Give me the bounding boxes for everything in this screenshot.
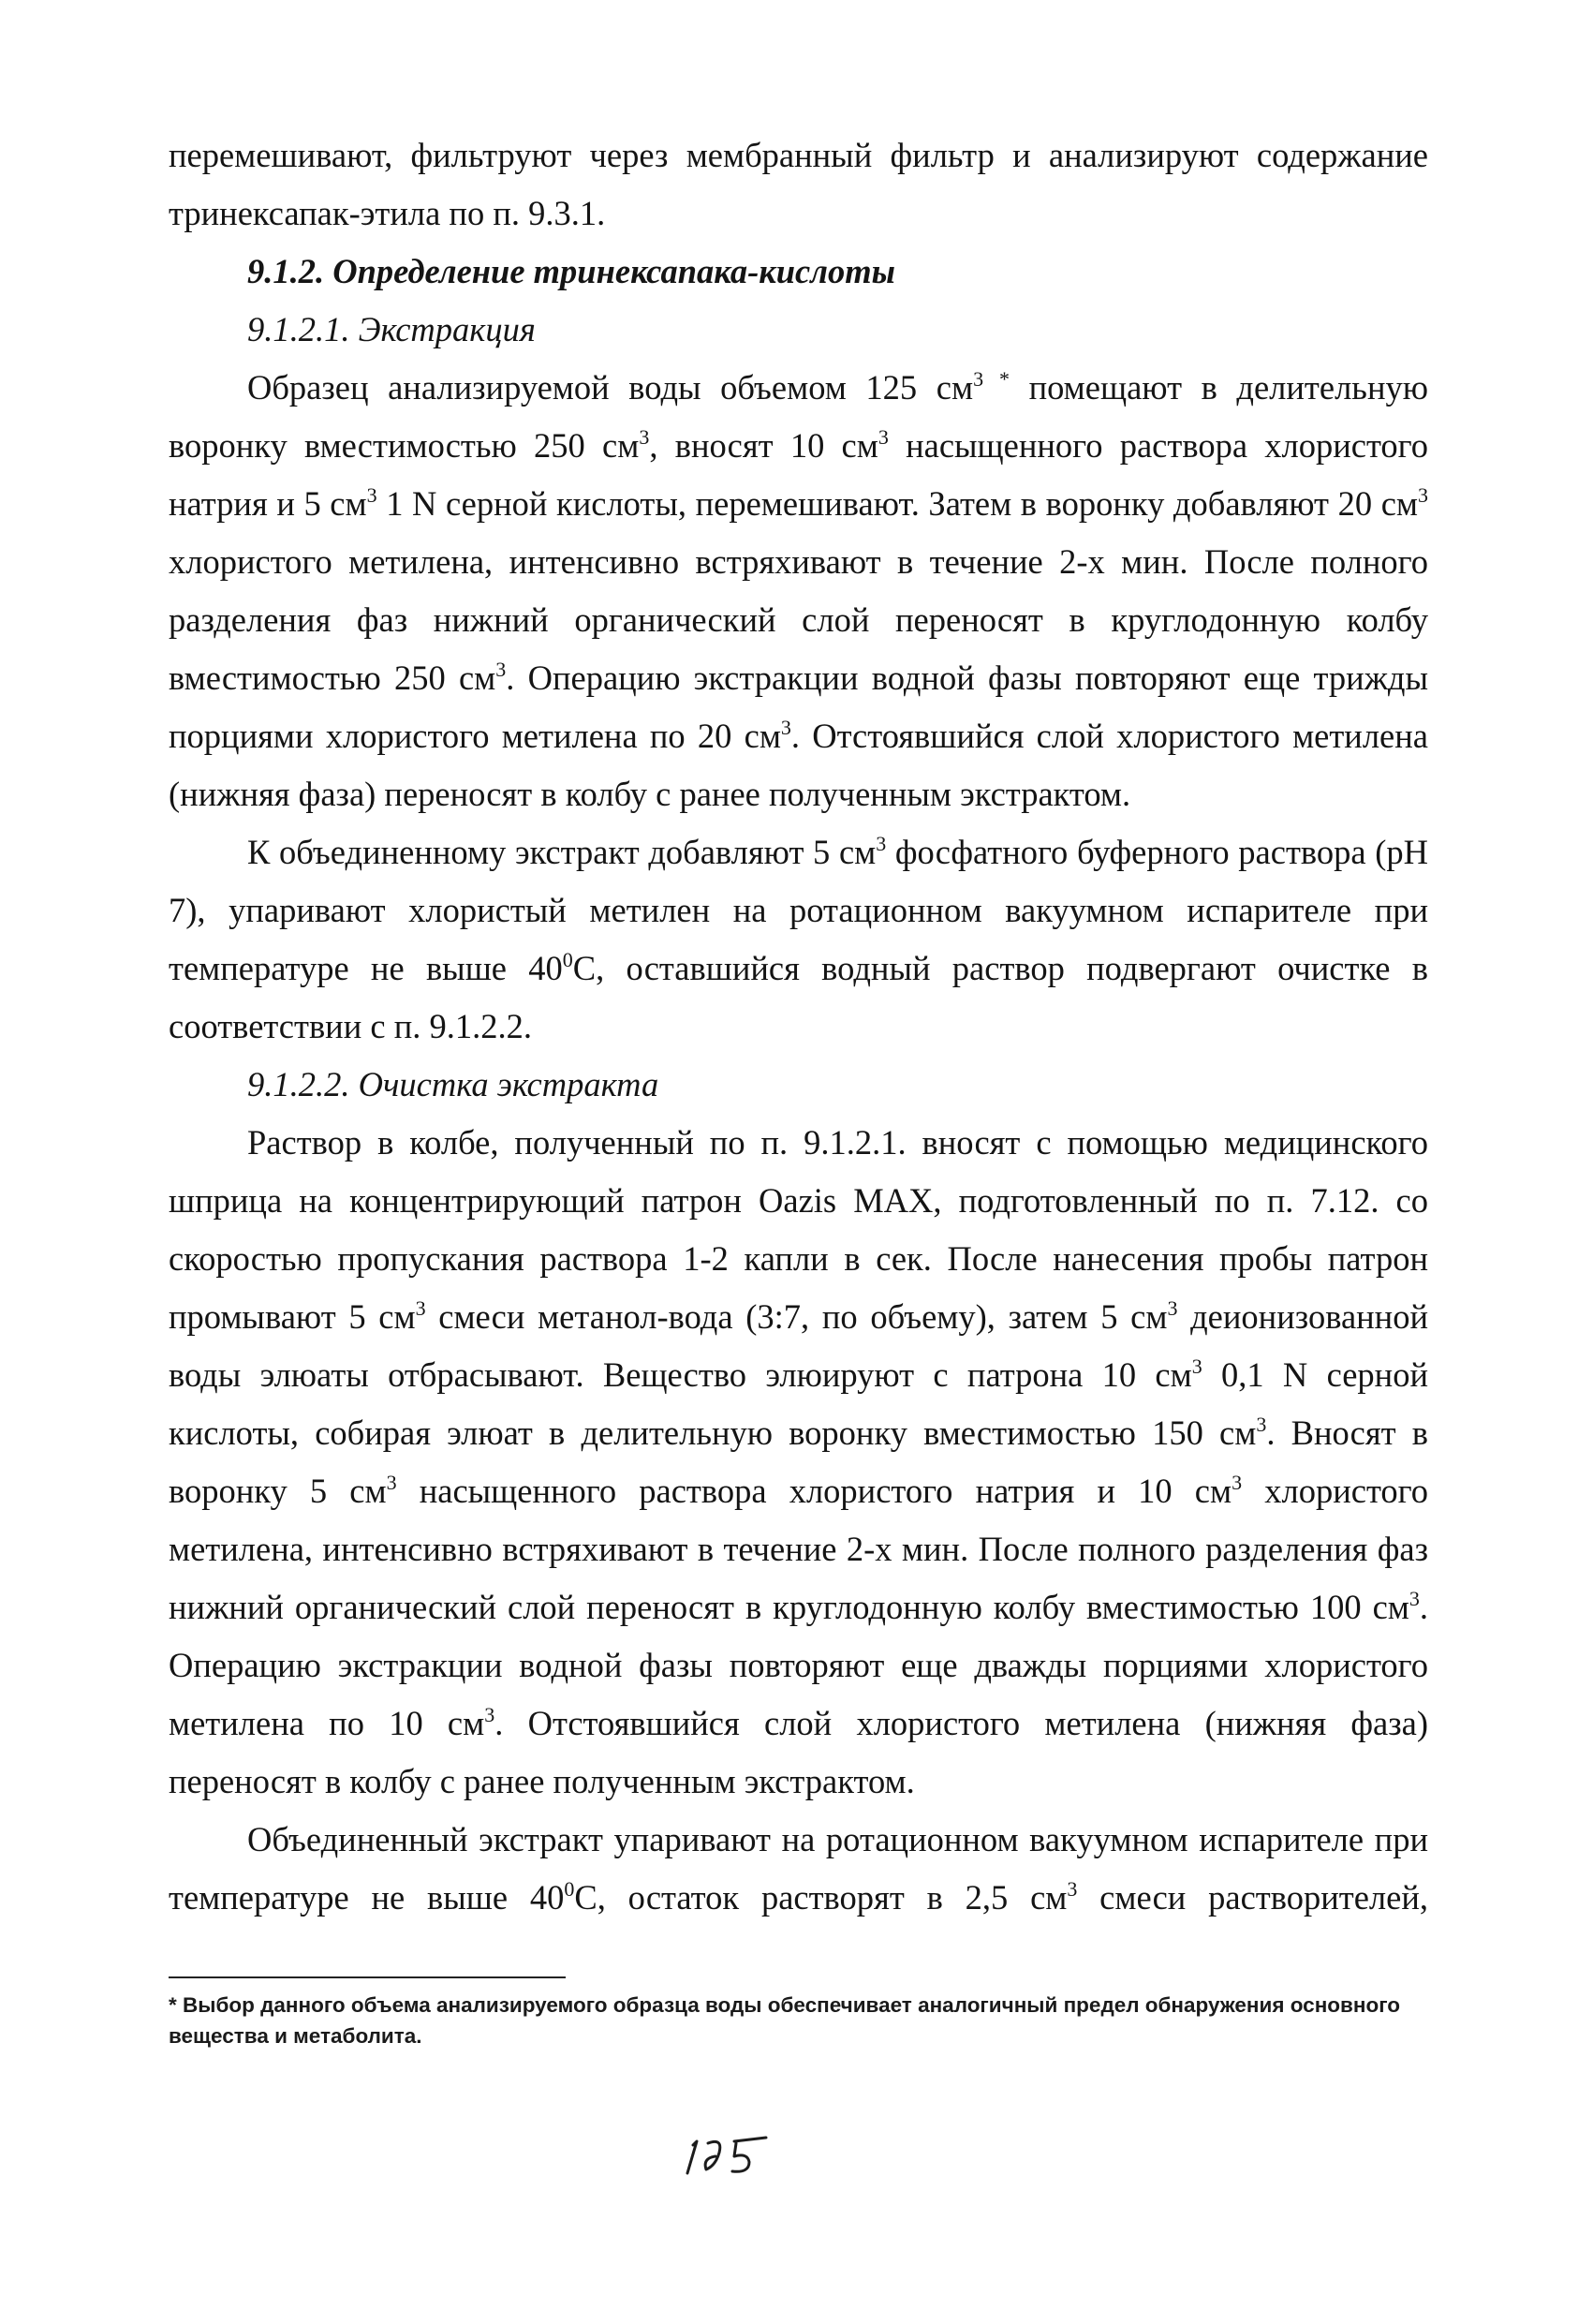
superscript: 3 [876, 832, 887, 855]
text-run: С, остаток растворят в 2,5 см [574, 1878, 1068, 1917]
superscript: 3 [366, 483, 377, 507]
text-run: . Отстоявшийся слой хлористого метилена (нижняя фаза) переносят в колбу с ранее полученным экстрактом. [169, 1704, 1428, 1800]
text-run: смеси метанол-вода (3:7, по объему), затем 5 см [425, 1297, 1168, 1336]
handwritten-page-number [674, 2124, 787, 2181]
paragraph-buffer [169, 823, 1428, 1056]
superscript: 3 [878, 425, 889, 449]
subsection-heading-9-1-2-1: 9.1.2.1. Экстракция [247, 310, 536, 348]
text-run: . Отстоявшийся слой хлористого метилена (нижняя фаза) переносят в колбу с ранее полученным экстрактом. [169, 717, 1428, 813]
text-run: , вносят 10 см [649, 426, 878, 465]
text-run: смеси растворителей, [1077, 1878, 1428, 1917]
text-run: 1 N серной кислоты, перемешивают. Затем в воронку добавляют 20 см [376, 484, 1418, 523]
paragraph-cleanup [169, 1114, 1428, 1811]
intro-text-1: перемешивают, фильтруют через мембранный фильтр и анализируют содержание [169, 136, 1428, 174]
paragraph-extraction [169, 359, 1428, 823]
superscript: 3 [1167, 1296, 1178, 1320]
intro-line-2 [169, 185, 1428, 243]
text-run: . Вносят в воронку 5 см [169, 1414, 1428, 1510]
superscript: 3 [484, 1703, 495, 1726]
text-run: насыщенного раствора хлористого натрия и 5 см [169, 426, 1428, 523]
text-run: помещают в делительную воронку вместимостью 250 см [169, 368, 1428, 465]
superscript: 3 [639, 425, 650, 449]
superscript: 3 [1067, 1877, 1078, 1901]
superscript-degree: 0 [562, 948, 573, 971]
text-run: деионизованной воды элюаты отбрасывают. Вещество элюируют с патрона 10 см [169, 1297, 1428, 1394]
superscript: 3 [780, 716, 791, 739]
superscript: 3 [495, 658, 507, 681]
superscript: 3 [1418, 483, 1428, 507]
superscript-degree: 0 [564, 1877, 575, 1901]
paragraph-evaporation [169, 1811, 1428, 1927]
text-run: Образец анализируемой воды объемом 125 см [247, 368, 974, 407]
section-heading-9-1-2: 9.1.2. Определение тринексапака-кислоты [247, 252, 895, 290]
text-run: 0,1 N серной кислоты, собирая элюат в делительную воронку вместимостью 150 см [169, 1355, 1428, 1452]
superscript: 3 [1232, 1471, 1243, 1494]
text-run: С, оставшийся водный раствор подвергают очистке в соответствии с п. 9.1.2.2. [169, 949, 1428, 1045]
text-run: насыщенного раствора хлористого натрия и 10 см [396, 1472, 1232, 1510]
text-run: . Операцию экстракции водной фазы повторяют еще дважды порциями хлористого метилена по 10 см [169, 1588, 1428, 1742]
subsection-heading-9-1-2-2: 9.1.2.2. Очистка экстракта [247, 1065, 659, 1103]
text-run: фосфатного буферного раствора (рН 7), упаривают хлористый метилен на ротационном вакуумном испарителе при температуре не выше 40 [169, 833, 1428, 987]
superscript: 3 [1409, 1587, 1420, 1610]
superscript: 3 [1191, 1354, 1202, 1378]
footnote-separator [169, 1976, 566, 1978]
superscript: 3 [415, 1296, 426, 1320]
superscript: 3 [1256, 1413, 1267, 1436]
text-run: хлористого метилена, интенсивно встряхивают в течение 2-х мин. После полного разделения фаз нижний органический слой переносят в круглодонную колбу вместимостью 250 см [169, 542, 1428, 697]
page-body [169, 126, 1428, 1927]
superscript: 3 [386, 1471, 397, 1494]
text-run: хлористого метилена, интенсивно встряхивают в течение 2-х мин. После полного разделения фаз нижний органический слой переносят в круглодонную колбу вместимостью 100 см [169, 1472, 1428, 1626]
text-run: Объединенный экстракт упаривают на ротационном вакуумном испарителе при температуре не выше 40 [169, 1820, 1428, 1917]
text-run: К объединенному экстракт добавляют 5 см [247, 833, 877, 871]
superscript-footnote-mark: 3 * [973, 367, 1010, 391]
footnote: * Выбор данного объема анализируемого образца воды обеспечивает аналогичный предел обнаружения основного вещества и метаболита. [169, 1993, 1401, 2048]
intro-line-1 [169, 126, 1428, 185]
text-run: Раствор в колбе, полученный по п. 9.1.2.1. вносят с помощью медицинского шприца на концентрирующий патрон Oazis MAX, подготовленный по п. 7.12. со скоростью пропускания раствора 1-2 капли в сек. После нанесения пробы патрон промывают 5 см [169, 1123, 1428, 1336]
intro-text-2: тринексапак-этила по п. 9.3.1. [169, 194, 606, 232]
text-run: . Операцию экстракции водной фазы повторяют еще трижды порциями хлористого метилена по 20 см [169, 659, 1429, 755]
